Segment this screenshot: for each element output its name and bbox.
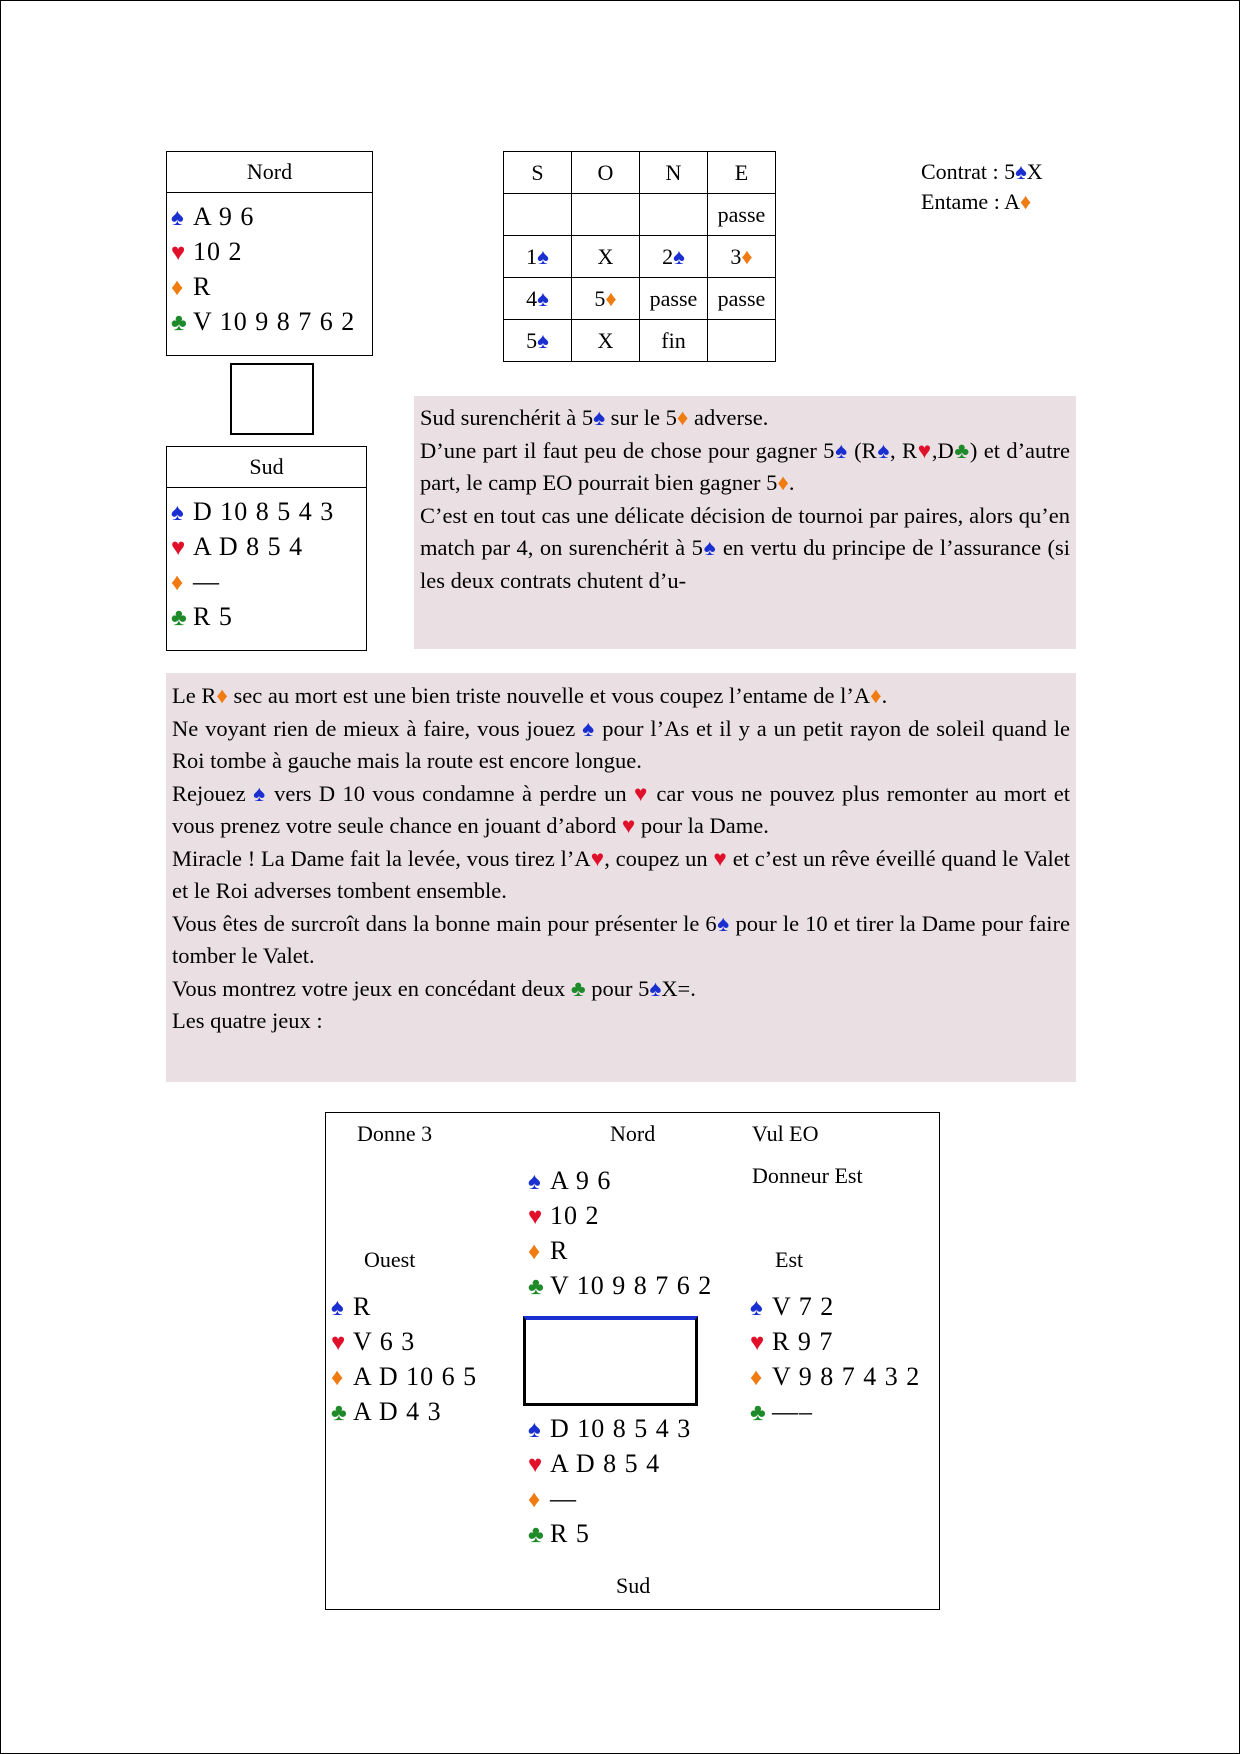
south-spades: D 10 8 5 4 3 xyxy=(193,497,335,526)
bid-cell: passe xyxy=(708,194,776,236)
narrative-l7: Les quatre jeux : xyxy=(172,1008,323,1033)
heart-icon: ♥ xyxy=(590,845,605,871)
spade-icon: ♠ xyxy=(876,437,891,463)
deal-west-hand: ♠ R ♥ V 6 3 ♦ A D 10 6 5 ♣ A D 4 3 xyxy=(331,1292,478,1426)
club-icon: ♣ xyxy=(953,437,970,463)
bid-header: E xyxy=(708,152,776,194)
sud-label: Sud xyxy=(616,1573,651,1598)
north-clubs: V 10 9 8 7 6 2 xyxy=(193,307,356,336)
north-hand-box xyxy=(166,151,373,356)
bid-1-spade: 1♠ xyxy=(526,243,549,269)
narrative-l2: Ne voyant rien de mieux à faire, vous jouez ♠ pour l’As et il y a un petit rayon de soleil quand le Roi tombe à gauche mais la route est encore longue. xyxy=(172,715,1071,773)
narrative-box xyxy=(166,673,1076,1082)
club-icon: ♣ xyxy=(528,1274,545,1300)
club-icon: ♣ xyxy=(171,310,188,336)
narrative-l1: Le R♦ sec au mort est une bien triste nouvelle et vous coupez l’entame de l’A♦. xyxy=(172,683,888,708)
bid-header: N xyxy=(640,152,708,194)
spade-icon: ♠ xyxy=(673,243,685,269)
contract-suffix: X xyxy=(1026,159,1043,184)
spade-icon: ♠ xyxy=(171,205,185,231)
deal-table xyxy=(523,1316,698,1406)
spade-icon: ♠ xyxy=(528,1169,542,1195)
spade-icon: ♠ xyxy=(750,1295,764,1321)
diamond-icon: ♦ xyxy=(741,243,753,269)
bid-5-spade: 5♠ xyxy=(526,327,549,353)
spade-icon: ♠ xyxy=(716,910,730,936)
heart-icon: ♥ xyxy=(528,1204,544,1230)
spade-icon: ♠ xyxy=(582,715,596,741)
bid-cell xyxy=(504,278,572,320)
bid-cell xyxy=(708,236,776,278)
bid-header: O xyxy=(572,152,640,194)
heart-icon: ♥ xyxy=(750,1330,766,1356)
table-square xyxy=(230,363,314,435)
comment-p3: C’est en tout cas une délicate décision de tournoi par paires, alors qu’en match par 4, on surenchérit à 5♠ en vertu du principe de l’assurance (si les deux contrats chutent d’u- xyxy=(420,502,1070,593)
bid-cell: passe xyxy=(708,278,776,320)
deal-diagram xyxy=(325,1112,940,1610)
bid-2-spade: 2♠ xyxy=(662,243,685,269)
deal-north-hand: ♠ A 9 6 ♥ 10 2 ♦ R ♣ V 10 9 8 7 6 2 xyxy=(528,1166,713,1300)
lead-label: Entame : A xyxy=(921,189,1020,214)
ouest-label: Ouest xyxy=(364,1247,416,1272)
spade-icon: ♠ xyxy=(528,1417,542,1443)
narrative-text xyxy=(166,673,1076,1038)
narrative-l5: Vous êtes de surcroît dans la bonne main pour présenter le 6♠ pour le 10 et tirer la Dame pour faire tomber le Valet. xyxy=(172,910,1070,968)
donne-label: Donne 3 xyxy=(357,1121,433,1146)
bid-cell xyxy=(504,236,572,278)
deal-east-hand: ♠ V 7 2 ♥ R 9 7 ♦ V 9 8 7 4 3 2 ♣ —– xyxy=(750,1292,921,1426)
south-diamonds: — xyxy=(193,567,220,596)
vul-label: Vul EO xyxy=(752,1121,819,1146)
spade-icon: ♠ xyxy=(537,327,549,353)
bid-cell xyxy=(640,236,708,278)
diamond-icon: ♦ xyxy=(777,470,789,495)
bid-cell: fin xyxy=(640,320,708,362)
heart-icon: ♥ xyxy=(171,240,187,266)
comment-p1: Sud surenchérit à 5♠ sur le 5♦ adverse. xyxy=(420,405,769,430)
heart-icon: ♥ xyxy=(171,535,187,561)
spade-icon: ♠ xyxy=(1015,159,1027,184)
spade-icon: ♠ xyxy=(649,975,662,1001)
diamond-icon: ♦ xyxy=(331,1365,345,1391)
diamond-icon: ♦ xyxy=(528,1239,542,1265)
spade-icon: ♠ xyxy=(537,285,549,311)
spade-icon: ♠ xyxy=(171,500,185,526)
spade-icon: ♠ xyxy=(834,437,848,463)
bid-cell xyxy=(504,194,572,236)
bid-cell xyxy=(504,320,572,362)
north-hearts: 10 2 xyxy=(193,237,243,266)
deal-south-hand: ♠ D 10 8 5 4 3 ♥ A D 8 5 4 ♦ — ♣ R 5 xyxy=(528,1414,692,1548)
diamond-icon: ♦ xyxy=(171,570,185,596)
club-icon: ♣ xyxy=(331,1400,348,1426)
diamond-icon: ♦ xyxy=(216,683,228,708)
club-icon: ♣ xyxy=(750,1400,767,1426)
comment-box xyxy=(414,396,1076,649)
diamond-icon: ♦ xyxy=(605,285,617,311)
diamond-icon: ♦ xyxy=(1019,189,1032,214)
bidding-table xyxy=(503,151,776,362)
bid-header: S xyxy=(504,152,572,194)
bid-cell xyxy=(708,320,776,362)
diamond-icon: ♦ xyxy=(528,1487,542,1513)
north-title: Nord xyxy=(167,152,372,193)
heart-icon: ♥ xyxy=(917,437,932,463)
club-icon: ♣ xyxy=(570,975,586,1001)
bid-cell: X xyxy=(572,320,640,362)
club-icon: ♣ xyxy=(528,1522,545,1548)
bid-3-diamond: 3♦ xyxy=(730,243,753,269)
bid-5-diamond: 5♦ xyxy=(594,285,617,311)
narrative-l3: Rejouez ♠ vers D 10 vous condamne à perdre un ♥ car vous ne pouvez plus remonter au mort et vous prenez votre seule chance en jouant d’abord ♥ pour la Dame. xyxy=(172,780,1070,838)
south-hearts: A D 8 5 4 xyxy=(193,532,304,561)
bid-cell: X xyxy=(572,236,640,278)
heart-icon: ♥ xyxy=(528,1452,544,1478)
south-hand-box xyxy=(166,446,367,651)
spade-icon: ♠ xyxy=(702,535,717,560)
nord-label: Nord xyxy=(610,1121,656,1146)
contract-label: Contrat : 5 xyxy=(921,159,1016,184)
spade-icon: ♠ xyxy=(331,1295,345,1321)
north-spades: A 9 6 xyxy=(193,202,255,231)
narrative-l6: Vous montrez votre jeux en concédant deux ♣ pour 5♠X=. xyxy=(172,975,696,1001)
spade-icon: ♠ xyxy=(593,405,606,430)
diamond-icon: ♦ xyxy=(171,275,185,301)
lead-line xyxy=(921,187,1043,217)
donneur-label: Donneur Est xyxy=(752,1163,863,1188)
bid-cell: passe xyxy=(640,278,708,320)
club-icon: ♣ xyxy=(171,605,188,631)
north-diamonds: R xyxy=(193,272,212,301)
bid-4-spade: 4♠ xyxy=(526,285,549,311)
comment-p2: D’une part il faut peu de chose pour gagner 5♠ (R♠, R♥,D♣) et d’autre part, le camp EO pourrait bien gagner 5♦. xyxy=(420,437,1071,495)
contract-info xyxy=(921,157,1043,217)
diamond-icon: ♦ xyxy=(870,683,882,708)
spade-icon: ♠ xyxy=(253,780,267,806)
heart-icon: ♥ xyxy=(331,1330,347,1356)
heart-icon: ♥ xyxy=(633,780,650,806)
contract-line xyxy=(921,157,1043,187)
est-label: Est xyxy=(775,1247,804,1272)
diamond-icon: ♦ xyxy=(676,405,689,430)
heart-icon: ♥ xyxy=(621,813,636,838)
bid-cell xyxy=(572,278,640,320)
bid-cell xyxy=(572,194,640,236)
narrative-l4: Miracle ! La Dame fait la levée, vous tirez l’A♥, coupez un ♥ et c’est un rêve éveillé quand le Valet et le Roi adverses tombent ensemble. xyxy=(172,845,1071,903)
south-title: Sud xyxy=(167,447,366,488)
diamond-icon: ♦ xyxy=(750,1365,764,1391)
south-clubs: R 5 xyxy=(193,602,233,631)
bid-cell xyxy=(640,194,708,236)
heart-icon: ♥ xyxy=(713,845,727,871)
spade-icon: ♠ xyxy=(537,243,549,269)
comment-text xyxy=(414,396,1076,597)
